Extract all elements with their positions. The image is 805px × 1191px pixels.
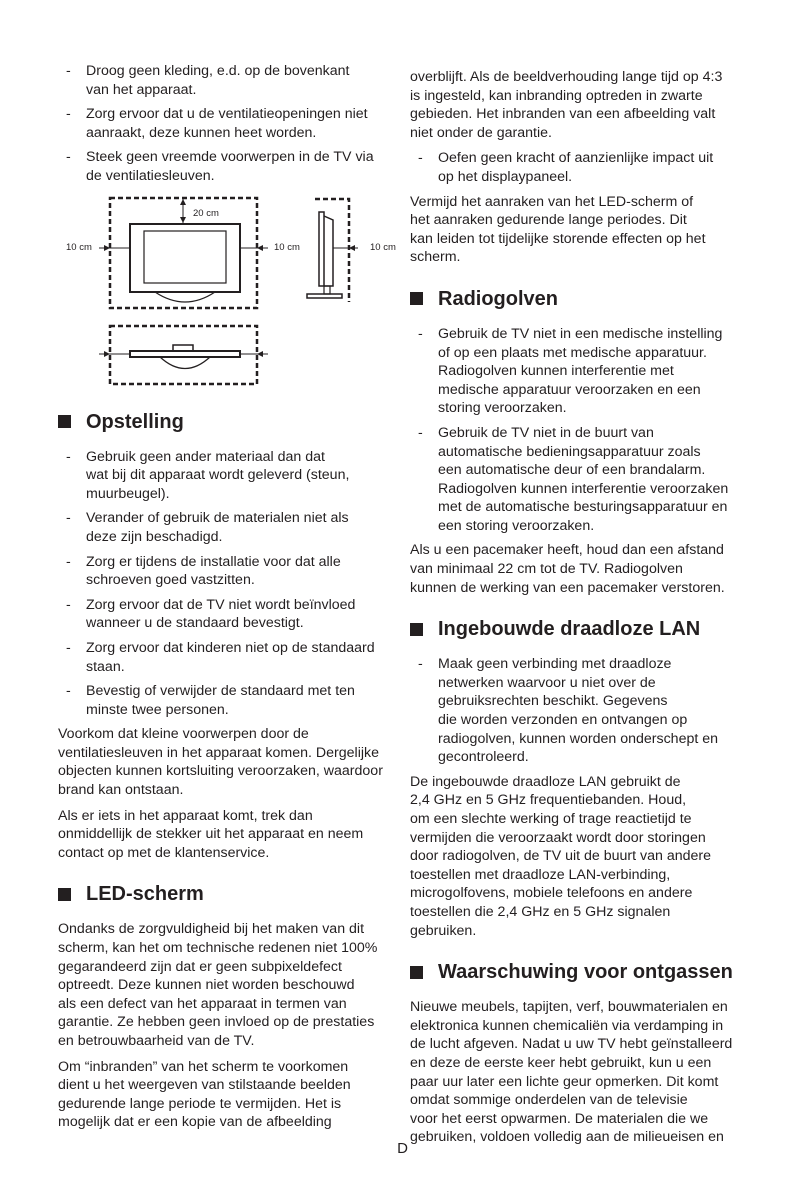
text-line: en betrouwbaarheid van de TV. [58,1033,255,1049]
text-line: van minimaal 22 cm tot de TV. Radiogolven [410,561,683,578]
text-line: mogelijk dat er een kopie van de afbeelding [58,1114,332,1131]
left-clearance-label: 10 cm [66,242,92,253]
text-line: en deze de eerste keer hebt gebruikt, kun u een [410,1054,712,1071]
ventilation-clearance-diagram [58,190,403,390]
bullet-item [58,639,403,676]
text-line: met de automatische besturingsapparatuur en [438,499,728,516]
text-line: van het apparaat. [86,81,197,98]
paragraph [58,725,403,799]
text-line: Zorg ervoor dat de TV niet wordt beïnvloed [86,596,356,613]
square-bullet-icon [410,966,423,979]
text-line: elektronica kunnen chemicaliën via verdamping in [410,1017,724,1034]
bullet-dash: - [66,639,71,656]
right-clearance-label: 10 cm [274,242,300,253]
text-line: Steek geen vreemde voorwerpen in de TV via [86,149,374,166]
text-line: vermijden die veroorzaakt wordt door storingen [410,829,706,846]
text-line: Gebruik geen ander materiaal dan dat [86,448,325,465]
text-line: contact op met de klantenservice. [58,844,270,861]
text-line: om een slechte werking of trage reactietijd te [410,811,692,827]
text-line: staan. [86,658,125,675]
paragraph [410,68,755,142]
heading-text: LED-scherm [86,883,204,906]
text-line: Zorg ervoor dat kinderen niet op de standaard [86,639,375,656]
bullet-item [58,105,403,142]
paragraph [58,920,403,1050]
text-line: Bevestig of verwijder de standaard met ten [86,683,355,700]
text-line: Om “inbranden” van het scherm te voorkomen [58,1058,349,1075]
square-bullet-icon [410,623,423,636]
text-line: toestellen met draadloze LAN-verbinding, [410,866,671,883]
side-clearance-label: 10 cm [370,242,396,253]
text-line: ventilatiesleuven in het apparaat komen. Dergelijke [58,744,379,761]
text-line: Zorg ervoor dat u de ventilatieopeningen niet [86,106,368,123]
text-line: dient u het weergeven van stilstaande beelden [58,1077,351,1094]
bullet-dash: - [418,424,423,441]
text-line: voor het eerst opwarmen. De materialen die we [410,1110,709,1127]
text-line: wanneer u de standaard bevestigt. [86,615,304,632]
text-line: Vermijd het aanraken van het LED-scherm of [410,193,694,210]
text-line: 2,4 GHz en 5 GHz frequentiebanden. Houd, [410,792,687,809]
text-line: op het displaypaneel. [438,168,573,185]
section-heading-draadloze-lan [410,617,755,641]
text-line: het aanraken gedurende lange periodes. Dit [410,212,687,229]
text-line: muurbeugel). [86,485,170,502]
text-line: gebruiken. [410,922,477,939]
text-line: gebieden. Het inbranden van een afbeelding valt [410,106,716,123]
text-line: brand kan ontstaan. [58,782,184,799]
bullet-item [58,148,403,185]
text-line: Als er iets in het apparaat komt, trek dan [58,807,313,824]
bullet-item [58,62,403,99]
right-column [410,68,755,1154]
text-line: is ingesteld, kan inbranding optreden in zwarte [410,87,703,104]
text-line: onmiddellijk de stekker uit het apparaat en neem [58,826,364,843]
paragraph [410,541,755,597]
text-line: Verander of gebruik de materialen niet als [86,510,349,527]
tv-clearance-illustration-icon [58,190,403,390]
bullet-dash: - [418,150,423,167]
text-line: die worden verzonden en ontvangen op [438,712,688,729]
text-line: radiogolven, kunnen worden onderschept en [438,730,719,747]
text-line: de ventilatiesleuven. [86,167,215,184]
bullet-item [410,325,755,418]
text-line: garantie. Ze hebben geen invloed op de prestaties [58,1014,375,1031]
text-line: Voorkom dat kleine voorwerpen door de [58,726,309,743]
bullet-item [58,448,403,504]
square-bullet-icon [58,415,71,428]
text-line: netwerken waarvoor u niet over de [438,674,656,691]
text-line: Droog geen kleding, e.d. op de bovenkant [86,63,350,79]
text-line: Nieuwe meubels, tapijten, verf, bouwmaterialen en [410,999,728,1016]
heading-text: Ingebouwde draadloze LAN [438,618,701,641]
text-line: De ingebouwde draadloze LAN gebruikt de [410,773,681,790]
section-heading-opstelling [58,410,403,434]
text-line: Radiogolven kunnen interferentie veroorzaken [438,480,729,497]
text-line: Zorg er tijdens de installatie voor dat alle [86,553,341,570]
text-line: paar uur later een lichte geur opmerken. Dit komt [410,1073,719,1090]
bullet-item [58,682,403,719]
text-line: wat bij dit apparaat wordt geleverd (steun, [86,467,350,484]
paragraph [410,193,755,267]
paragraph [410,998,755,1147]
text-line: storing veroorzaken. [438,400,567,417]
text-line: als een defect van het apparaat in termen van [58,995,347,1012]
bullet-item [58,553,403,590]
text-line: schroeven goed vastzitten. [86,572,255,589]
text-line: Gebruik de TV niet in de buurt van [438,424,654,441]
bullet-dash: - [418,656,423,673]
square-bullet-icon [410,292,423,305]
top-clearance-label: 20 cm [193,208,219,219]
text-line: omdat sommige onderdelen van de televisie [410,1092,688,1109]
section-heading-radiogolven [410,287,755,311]
text-line: overblijft. Als de beeldverhouding lange tijd op 4:3 [410,69,723,85]
section-heading-led-scherm [58,882,403,906]
text-line: Radiogolven kunnen interferentie met [438,363,674,380]
text-line: gedurende lange periode te vermijden. Het is [58,1095,342,1112]
bullet-item [410,149,755,186]
text-line: Maak geen verbinding met draadloze [438,656,672,673]
text-line: niet onder de garantie. [410,124,552,141]
square-bullet-icon [58,888,71,901]
text-line: een automatische deur of een brandalarm. [438,462,706,479]
text-line: gegarandeerd zijn dat er geen subpixeldefect [58,958,342,975]
text-line: of op een plaats met medische apparatuur. [438,344,707,361]
text-line: toestellen die 2,4 GHz en 5 GHz signalen [410,903,671,920]
heading-text: Opstelling [86,410,184,433]
text-line: door radiogolven, de TV uit de buurt van andere [410,848,712,865]
section-heading-ontgassen [410,960,755,984]
text-line: de lucht afgeven. Nadat u uw TV hebt geïnstalleerd [410,1036,733,1053]
text-line: kan leiden tot tijdelijke storende effecten op het [410,230,706,247]
paragraph [58,1058,403,1132]
text-line: scherm. [410,249,461,266]
text-line: gecontroleerd. [438,749,529,766]
text-line: optreedt. Deze kunnen niet worden beschouwd [58,977,355,994]
bullet-item [58,509,403,546]
bullet-dash: - [66,448,71,465]
opstelling-bullet-list [58,448,403,720]
heading-text: Waarschuwing voor ontgassen [438,961,733,984]
text-line: kunnen de werking van een pacemaker verstoren. [410,579,725,596]
text-line: Gebruik de TV niet in een medische instelling [438,325,723,342]
bullet-item [58,596,403,633]
text-line: Oefen geen kracht of aanzienlijke impact uit [438,150,714,167]
text-line: microgolfovens, mobiele telefoons en andere [410,885,693,902]
bullet-item [410,655,755,767]
text-line: gebruiksrechten beschikt. Gegevens [438,693,668,710]
bullet-dash: - [66,106,71,123]
page-label: D [397,1140,408,1157]
bullet-dash: - [66,149,71,166]
text-line: objecten kunnen kortsluiting veroorzaken, waardoor [58,763,383,780]
text-line: minste twee personen. [86,701,229,718]
bullet-dash: - [66,63,71,79]
text-line: deze zijn beschadigd. [86,528,223,545]
text-line: aanraakt, deze kunnen heet worden. [86,124,317,141]
paragraph [58,807,403,863]
bullet-dash: - [66,553,71,570]
text-line: medische apparatuur veroorzaken en een [438,381,701,398]
heading-text: Radiogolven [438,287,559,310]
text-line: scherm, kan het om technische redenen niet 100% [58,940,378,957]
text-line: automatische bedieningsapparatuur zoals [438,443,701,460]
text-line: gebruiken, voldoen volledig aan de milieueisen en [410,1129,724,1146]
paragraph [410,773,755,940]
bullet-item [410,424,755,536]
bullet-dash: - [418,325,423,342]
bullet-dash: - [66,510,71,527]
text-line: een storing veroorzaken. [438,517,595,534]
bullet-dash: - [66,596,71,613]
bullet-dash: - [66,683,71,700]
text-line: Ondanks de zorgvuldigheid bij het maken van dit [58,921,365,938]
top-bullet-list [58,62,403,186]
text-line: Als u een pacemaker heeft, houd dan een afstand [410,542,724,559]
